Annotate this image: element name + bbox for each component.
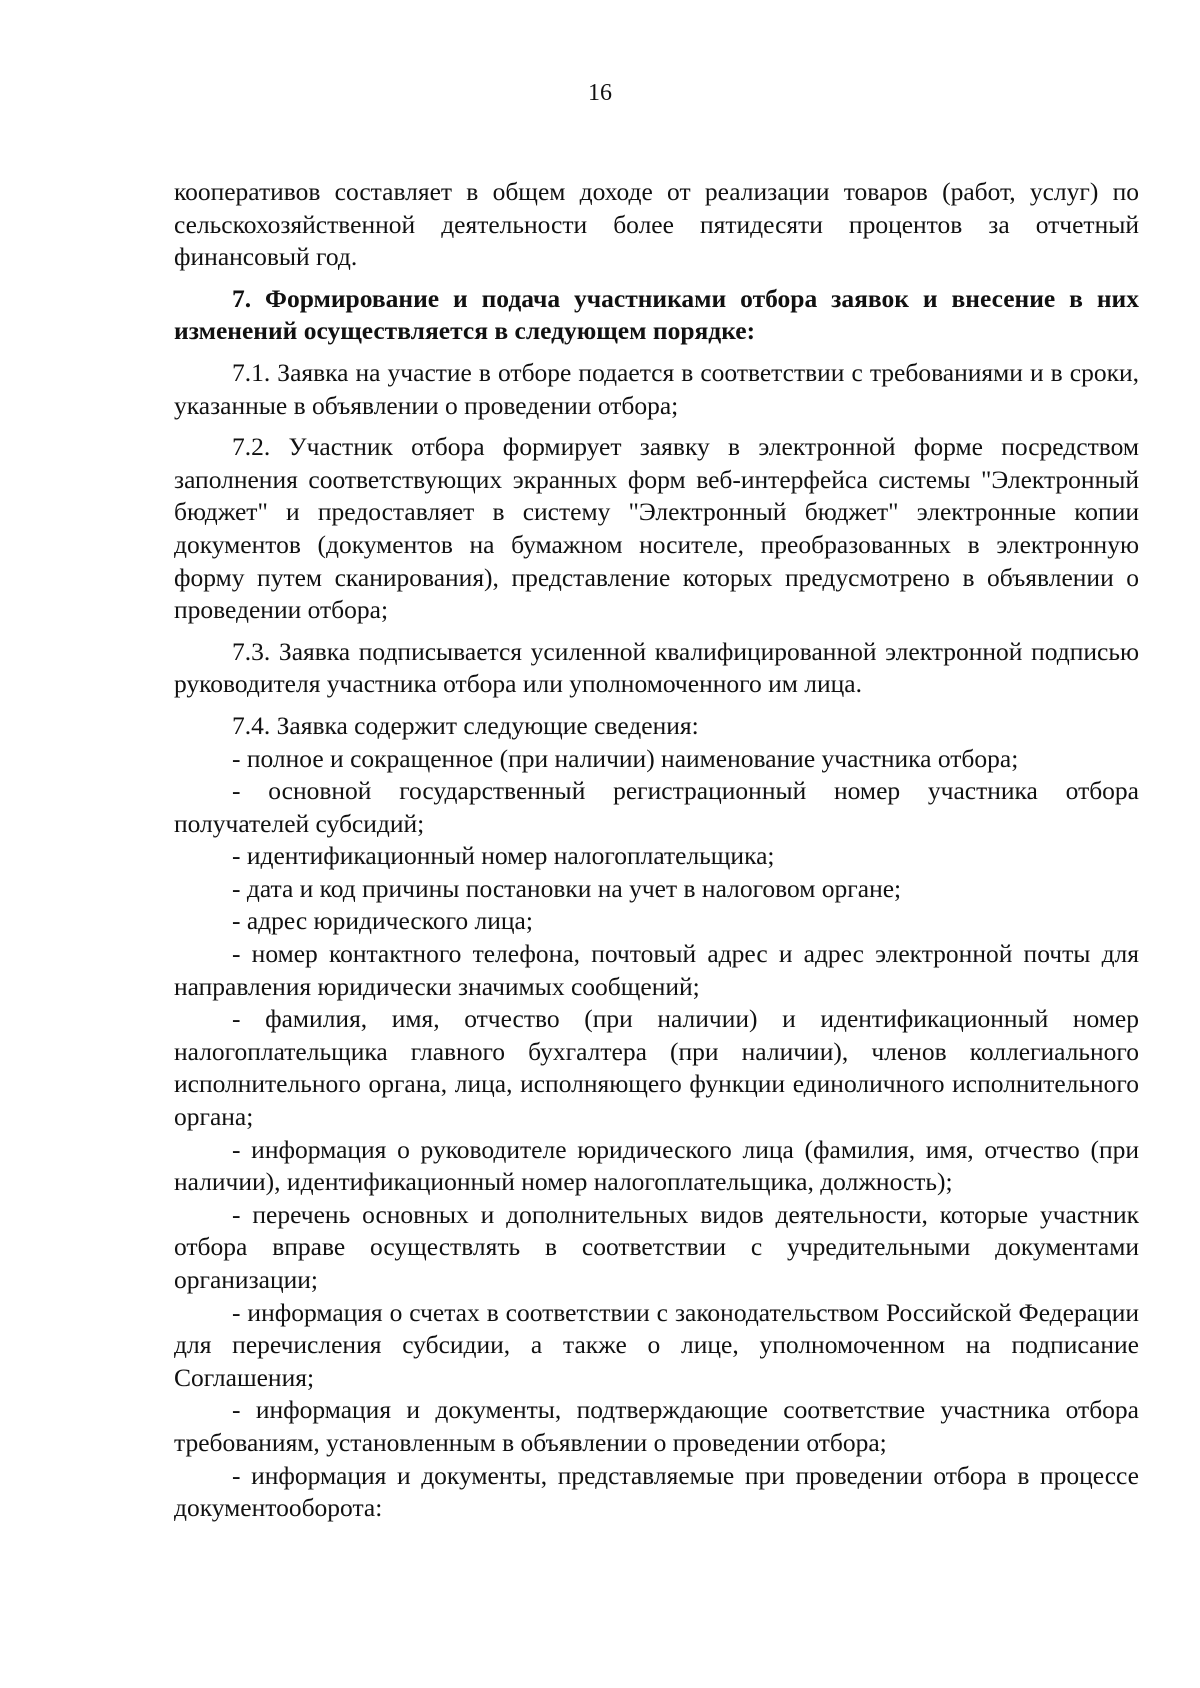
clause-7-1: 7.1. Заявка на участие в отборе подается в соответствии с требованиями и в сроки, указанные в объявлении о проведении отбора; [174, 357, 1139, 420]
list-item: - информация и документы, подтверждающие соответствие участника отбора требованиям, установленным в объявлении о проведении отбора; [174, 1395, 1139, 1457]
clause-7-4: 7.4. Заявка содержит следующие сведения: [232, 710, 699, 740]
page-number: 16 [588, 80, 612, 106]
clause-7-3: 7.3. Заявка подписывается усиленной квалифицированной электронной подписью руководителя участника отбора или уполномоченного им лица. [174, 636, 1139, 699]
list-item: - фамилия, имя, отчество (при наличии) и идентификационный номер налогоплательщика главного бухгалтера (при наличии), членов коллегиального исполнительного органа, лица, исполняющего функции единоличного исполнительного органа; [174, 1004, 1139, 1132]
list-item: - полное и сокращенное (при наличии) наименование участника отбора; [232, 743, 1019, 773]
list-item: - дата и код причины постановки на учет в налоговом органе; [232, 873, 902, 903]
paragraph-continuation: кооперативов составляет в общем доходе от реализации товаров (работ, услуг) по сельскохозяйственной деятельности более пятидесяти процентов за отчетный финансовый год. [174, 177, 1139, 272]
list-item: - информация о руководителе юридического лица (фамилия, имя, отчество (при наличии), идентификационный номер налогоплательщика, должность); [174, 1134, 1139, 1197]
document-body [174, 176, 1139, 1525]
list-item: - адрес юридического лица; [232, 906, 533, 936]
clause-7-2: 7.2. Участник отбора формирует заявку в электронной форме посредством заполнения соответствующих экранных форм веб-интерфейса системы "Электронный бюджет" и предоставляет в систему "Электронный бюджет" электронные копии документов (документов на бумажном носителе, преобразованных в электронную форму путем сканирования), представление которых предусмотрено в объявлении о проведении отбора; [174, 432, 1139, 625]
list-item: - информация о счетах в соответствии с законодательством Российской Федерации для перечисления субсидии, а также о лице, уполномоченном на подписание Соглашения; [174, 1297, 1139, 1392]
list-item: - номер контактного телефона, почтовый адрес и адрес электронной почты для направления юридически значимых сообщений; [174, 939, 1139, 1001]
list-item: - идентификационный номер налогоплательщика; [232, 841, 775, 871]
list-item: - перечень основных и дополнительных видов деятельности, которые участник отбора вправе осуществлять в соответствии с учредительными документами организации; [174, 1199, 1139, 1294]
section-heading: 7. Формирование и подача участниками отбора заявок и внесение в них изменений осуществляется в следующем порядке: [174, 283, 1139, 346]
list-item: - информация и документы, представляемые при проведении отбора в процессе документооборота: [174, 1460, 1139, 1523]
list-item: - основной государственный регистрационный номер участника отбора получателей субсидий; [174, 776, 1139, 838]
